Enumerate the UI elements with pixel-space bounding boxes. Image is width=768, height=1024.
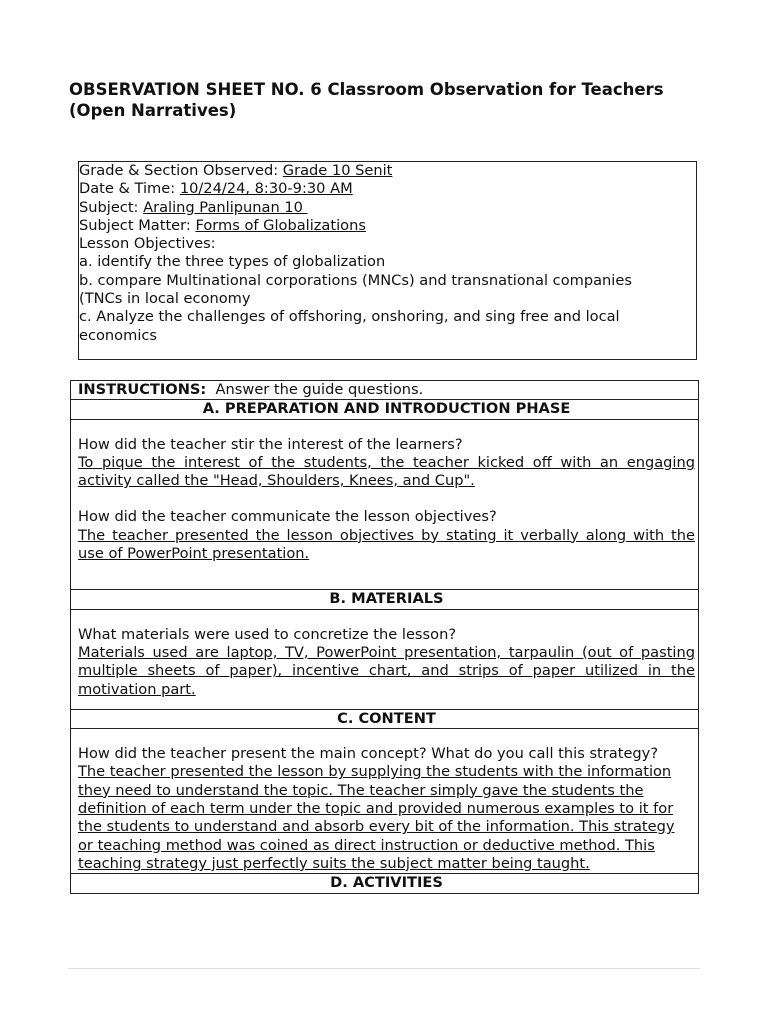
guide-questions-table bbox=[70, 380, 699, 894]
grade-label: Grade & Section Observed: bbox=[79, 162, 283, 179]
section-c-heading: C. CONTENT bbox=[71, 709, 699, 728]
subject-value: Araling Panlipunan 10 bbox=[143, 198, 308, 216]
objective-c: c. Analyze the challenges of offshoring, onshoring, and sing free and local economics bbox=[79, 308, 620, 344]
section-b-body bbox=[71, 609, 699, 709]
date-label: Date & Time: bbox=[79, 180, 180, 198]
question-stir-interest: How did the teacher stir the interest of the learners? bbox=[78, 435, 463, 453]
grade-section-row bbox=[79, 162, 696, 180]
section-d-heading: D. ACTIVITIES bbox=[71, 874, 699, 893]
answer-stir-interest: To pique the interest of the students, the teacher kicked off with an engaging activity called the "Head, Shoulders, Knees, and Cup". bbox=[78, 453, 695, 490]
observation-info-box bbox=[78, 161, 697, 360]
answer-lesson-objectives: The teacher presented the lesson objectives by stating it verbally along with the use of PowerPoint presentation. bbox=[78, 526, 695, 563]
date-value: 10/24/24, 8:30-9:30 AM bbox=[179, 180, 353, 198]
grade-value: Grade 10 Senit bbox=[282, 162, 393, 179]
section-a-body bbox=[71, 419, 699, 590]
answer-main-concept: The teacher presented the lesson by supplying the students with the information they need to understand the topic. The teacher simply gave the students the definition of each term under the topic and provided numerous examples to it for the students to understand and absorb every bit of the information. This strategy or teaching method was coined as direct instruction or deductive method. This teaching strategy just perfectly suits the subject matter being taught. bbox=[78, 763, 675, 872]
subject-row bbox=[79, 199, 696, 217]
lesson-objectives-label: Lesson Objectives: bbox=[79, 235, 216, 253]
question-materials: What materials were used to concretize the lesson? bbox=[78, 625, 457, 643]
question-lesson-objectives: How did the teacher communicate the lesson objectives? bbox=[78, 508, 497, 526]
instructions-cell bbox=[71, 381, 699, 400]
section-a-heading: A. PREPARATION AND INTRODUCTION PHASE bbox=[71, 400, 699, 419]
instructions-label: INSTRUCTIONS: bbox=[78, 381, 207, 398]
subject-matter-row bbox=[79, 217, 696, 235]
date-time-row bbox=[79, 180, 696, 198]
instructions-text: Answer the guide questions. bbox=[206, 381, 424, 398]
subject-matter-label: Subject Matter: bbox=[79, 216, 196, 234]
section-c-body bbox=[71, 729, 699, 874]
answer-materials: Materials used are laptop, TV, PowerPoint presentation, tarpaulin (out of pasting multiple sheets of paper), incentive chart, and strips of paper utilized in the motivation part. bbox=[78, 643, 695, 698]
question-main-concept: How did the teacher present the main concept? What do you call this strategy? bbox=[78, 745, 659, 763]
section-b-heading: B. MATERIALS bbox=[71, 590, 699, 609]
objective-b: b. compare Multinational corporations (MNCs) and transnational companies (TNCs in local economy bbox=[79, 271, 632, 308]
page-footer-divider bbox=[68, 968, 700, 969]
objective-a: a. identify the three types of globalization bbox=[79, 253, 386, 271]
page-title: OBSERVATION SHEET NO. 6 Classroom Observation for Teachers (Open Narratives) bbox=[69, 80, 664, 120]
subject-matter-value: Forms of Globalizations bbox=[195, 216, 366, 234]
subject-label: Subject: bbox=[79, 198, 144, 216]
